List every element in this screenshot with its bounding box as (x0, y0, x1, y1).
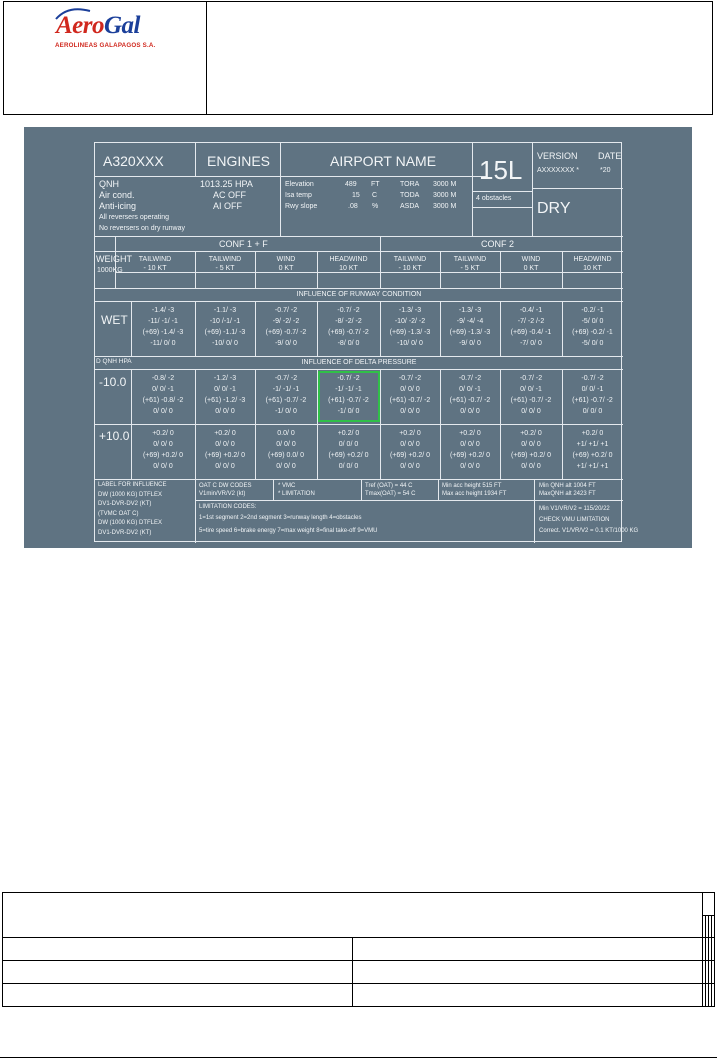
value-line: 0/ 0/ 0 (215, 408, 235, 415)
legend-line: DV1-DVR-DV2 (KT) (98, 529, 152, 536)
wind-column-header: WIND (521, 256, 541, 263)
value-line: -0.2/ -1 (581, 307, 604, 314)
value-line: -0.7/ -2 (581, 375, 604, 382)
value-line: 0/ 0/ 0 (400, 463, 420, 470)
slope-unit: % (372, 203, 379, 210)
value-line: (+69) -0.7/ -2 (328, 329, 369, 336)
value-line: -7/ 0/ 0 (520, 340, 542, 347)
company-logo-box (4, 2, 207, 114)
value-line: -1/ -1/ -1 (272, 386, 300, 393)
tref-value: Tref (OAT) = 44 C (365, 483, 413, 489)
value-line: (+69) 0.0/ 0 (268, 452, 304, 459)
max-qnh-alt: MaxQNH alt 2423 FT (539, 491, 596, 497)
value-line: 0/ 0/ 0 (521, 463, 541, 470)
value-line: -8/ -2/ -2 (335, 318, 362, 325)
value-line: (+69) -1.3/ -3 (449, 329, 491, 336)
value-line: -0.7/ -2 (274, 375, 298, 382)
value-line: -0.8/ -2 (151, 375, 175, 382)
conf2-label: CONF 2 (481, 239, 515, 249)
wet-label: WET (101, 313, 128, 327)
vmc-code: * VMC (278, 483, 296, 489)
value-line: 0/ 0/ 0 (153, 441, 173, 448)
value-cell (562, 428, 623, 472)
aircraft-label: A320XXX (103, 153, 164, 169)
table-cell (353, 984, 703, 1007)
value-line: 0.0/ 0 (277, 430, 295, 437)
value-line: -1/ 0/ 0 (275, 408, 297, 415)
surface-condition: DRY (537, 200, 571, 217)
value-cell (195, 428, 255, 472)
value-line: (+61) -1.2/ -3 (204, 397, 246, 404)
value-cell (562, 373, 623, 417)
value-line: (+61) -0.8/ -2 (142, 397, 184, 404)
value-line: (+69) +0.2/ 0 (449, 452, 491, 459)
value-line: -1.3/ -3 (458, 307, 482, 314)
legend-line: LABEL FOR INFLUENCE (98, 482, 167, 488)
legend-line: DW (1000 KG) DTFLEX (98, 520, 163, 526)
wind-column-header: 0 KT (523, 265, 539, 272)
value-line: +0.2/ 0 (581, 430, 604, 437)
wind-column-header: TAILWIND (138, 256, 172, 263)
value-line: -1.2/ -3 (213, 375, 237, 382)
value-line: -11/ 0/ 0 (150, 340, 176, 347)
airport-name-label: AIRPORT NAME (330, 153, 437, 169)
isa-unit: C (372, 192, 378, 199)
value-line: 0/ 0/ -1 (520, 386, 542, 393)
date-label: DATE (598, 151, 622, 161)
reversers-line-2: No reversers on dry runway (99, 225, 185, 232)
value-cell (131, 428, 195, 472)
value-cell (500, 428, 562, 472)
value-line: -0.7/ -2 (398, 375, 422, 382)
qnh-label: QNH (99, 179, 119, 189)
value-line: -5/ 0/ 0 (581, 340, 604, 347)
value-line: 0/ 0/ 0 (215, 441, 235, 448)
minus10-label: -10.0 (99, 375, 127, 389)
value-line: 0/ 0/ 0 (400, 386, 420, 393)
value-cell (440, 305, 500, 349)
value-line: -9/ 0/ 0 (275, 340, 297, 347)
value-line: -0.7/ -2 (337, 307, 360, 314)
value-line: -0.7/ -2 (274, 307, 298, 314)
value-line: (+69) -1.3/ -3 (389, 329, 431, 336)
value-line: +0.2/ 0 (214, 430, 236, 437)
value-cell (195, 373, 255, 417)
table-cell (712, 938, 715, 961)
value-cell (131, 305, 195, 349)
value-line: 0/ 0/ -1 (214, 386, 236, 393)
dqnh-label: D QNH HPA (96, 358, 132, 365)
value-line: -9/ -2/ -2 (272, 318, 300, 325)
value-line: -0.7/ -2 (458, 375, 482, 382)
aircond-value: AC OFF (213, 190, 246, 200)
value-cell (562, 305, 623, 349)
document-header (3, 1, 713, 115)
value-cell (500, 373, 562, 417)
value-line: 0/ 0/ 0 (338, 463, 359, 470)
version-value: AXXXXXXX * (537, 167, 580, 174)
limitation-code: * LIMITATION (278, 491, 315, 497)
wind-column-header: WIND (276, 256, 296, 263)
value-line: (+69) -0.2/ -1 (572, 329, 613, 336)
wind-column-header: 10 KT (583, 265, 602, 272)
min-acc-height: Min acc height 515 FT (442, 483, 502, 489)
value-line: (+61) -0.7/ -2 (389, 397, 431, 404)
value-line: (+69) +0.2/ 0 (510, 452, 552, 459)
min-qnh-alt: Min QNH alt 1004 FT (539, 483, 596, 489)
value-line: -10/ 0/ 0 (212, 340, 238, 347)
value-line: +0.2/ 0 (520, 430, 542, 437)
runway-condition-title: INFLUENCE OF RUNWAY CONDITION (296, 291, 422, 298)
value-line: -7/ -2 /-2 (517, 318, 545, 325)
elevation-unit: FT (371, 181, 380, 188)
value-line: (+61) -0.7/ -2 (510, 397, 552, 404)
table-cell (703, 893, 715, 916)
oat-codes-line-2: V1min/VR/V2 (kt) (199, 491, 246, 497)
value-line: -1.1/ -3 (213, 307, 237, 314)
value-line: 0/ 0/ 0 (276, 463, 296, 470)
check-vmu: CHECK VMU LIMITATION (539, 517, 610, 523)
table-cell (712, 961, 715, 984)
value-line: +0.2/ 0 (399, 430, 421, 437)
value-cell (317, 305, 380, 349)
value-line: +0.2/ 0 (152, 430, 174, 437)
value-line: 0/ 0/ 0 (521, 441, 541, 448)
value-line: (+69) +0.2/ 0 (142, 452, 184, 459)
value-line: -10/ -2/ -2 (394, 318, 426, 325)
table-cell (353, 938, 703, 961)
value-line: +1/ +1/ +1 (576, 441, 609, 448)
weight-unit: 1000KG (97, 267, 123, 274)
value-line: (+69) +0.2/ 0 (389, 452, 431, 459)
weight-label: WEIGHT (96, 254, 132, 264)
table-cell (3, 893, 703, 938)
engines-label: ENGINES (207, 153, 271, 169)
table-cell (3, 984, 353, 1007)
wind-column-header: TAILWIND (393, 256, 427, 263)
legend-line: DW (1000 KG) DTFLEX (98, 491, 163, 498)
limitation-codes-2: 5=tire speed 6=brake energy 7=max weight 8=final take-off 9=VMU (199, 528, 378, 534)
value-line: 0/ 0/ -1 (459, 386, 481, 393)
slope-label: Rwy slope (285, 203, 318, 210)
value-line: +0.2/ 0 (459, 430, 481, 437)
value-line: 0/ 0/ 0 (400, 441, 420, 448)
value-cell (500, 305, 562, 349)
takeoff-chart-card (94, 142, 639, 542)
table-cell (353, 961, 703, 984)
value-line: +0.2/ 0 (337, 430, 360, 437)
wind-column-header: HEADWIND (573, 256, 612, 263)
value-line: 0/ 0/ 0 (153, 463, 173, 470)
value-line: -8/ 0/ 0 (337, 340, 360, 347)
value-line: -0.7/ -2 (519, 375, 543, 382)
value-line: -10 /-1/ -1 (209, 318, 241, 325)
table-cell (3, 961, 353, 984)
isa-value: 15 (352, 192, 360, 199)
value-line: (+61) -0.7/ -2 (265, 397, 307, 404)
company-logo: AeroGal (56, 12, 140, 39)
value-line: -5/ 0/ 0 (581, 318, 604, 325)
tmax-value: Tmax(OAT) = 54 C (365, 491, 416, 497)
value-line: 0/ 0/ 0 (400, 408, 420, 415)
value-line: 0/ 0/ 0 (338, 441, 359, 448)
tora-label: TORA (400, 181, 420, 188)
takeoff-chart-image (24, 127, 692, 548)
value-line: -1.3/ -3 (398, 307, 422, 314)
table-cell (3, 938, 353, 961)
value-line: (+69) -0.7/ -2 (265, 329, 307, 336)
value-line: -9/ 0/ 0 (459, 340, 481, 347)
conf1-label: CONF 1 + F (219, 239, 268, 249)
company-logo-subtitle: AEROLINEAS GALAPAGOS S.A. (55, 42, 156, 49)
value-line: 0/ 0/ 0 (276, 441, 296, 448)
value-line: 0/ 0/ 0 (582, 408, 603, 415)
legend-line: (TVMC OAT C) (98, 510, 139, 517)
wind-column-header: - 5 KT (215, 265, 235, 272)
value-line: -0.7/ -2 (337, 375, 360, 382)
value-cell (255, 428, 317, 472)
highlighted-cell-frame (318, 371, 380, 422)
min-v-speeds: Min V1/VR/V2 = 115/20/22 (539, 506, 610, 512)
value-cell (255, 373, 317, 417)
isa-label: Isa temp (285, 192, 312, 199)
value-line: -1/ 0/ 0 (337, 408, 360, 415)
value-line: (+69) -1.1/ -3 (204, 329, 246, 336)
legend-line: DV1-DVR-DV2 (KT) (98, 501, 152, 507)
blank-table (2, 892, 715, 1007)
date-value: *20 (600, 167, 611, 174)
footer-rule (0, 1057, 717, 1058)
value-cell (255, 305, 317, 349)
value-line: (+61) -0.7/ -2 (572, 397, 613, 404)
wind-column-header: - 10 KT (398, 265, 422, 272)
value-line: -11/ -1/ -1 (148, 318, 178, 325)
aircond-label: Air cond. (99, 190, 135, 200)
slope-value: .08 (348, 203, 358, 210)
value-line: 0/ 0/ 0 (153, 408, 173, 415)
value-line: 0/ 0/ 0 (521, 408, 541, 415)
value-line: 0/ 0/ 0 (460, 441, 480, 448)
wind-column-header: 10 KT (339, 265, 358, 272)
reversers-line-1: All reversers operating (99, 214, 170, 221)
plus10-label: +10.0 (99, 429, 130, 443)
wind-column-header: - 10 KT (143, 265, 167, 272)
value-cell (380, 305, 440, 349)
value-line: (+69) +0.2/ 0 (204, 452, 246, 459)
value-line: -10/ 0/ 0 (397, 340, 423, 347)
obstacles-label: 4 obstacles (476, 195, 512, 202)
value-line: -9/ -4/ -4 (456, 318, 484, 325)
value-cell (380, 373, 440, 417)
wind-column-header: - 5 KT (460, 265, 480, 272)
value-line: (+69) -0.4/ -1 (510, 329, 552, 336)
wind-column-header: TAILWIND (208, 256, 242, 263)
runway-label: 15L (479, 155, 523, 185)
delta-pressure-title: INFLUENCE OF DELTA PRESSURE (301, 359, 417, 366)
antiice-value: AI OFF (213, 201, 242, 211)
table-cell (712, 916, 715, 938)
table-cell (712, 984, 715, 1007)
limitation-title: LIMITATION CODES: (199, 504, 257, 510)
limitation-codes-1: 1=1st segment 2=2nd segment 3=runway length 4=obstacles (199, 515, 362, 521)
asda-value: 3000 M (433, 203, 457, 210)
value-line: 0/ 0/ -1 (152, 386, 174, 393)
value-cell (195, 305, 255, 349)
value-line: (+61) -0.7/ -2 (328, 397, 369, 404)
elevation-label: Elevation (285, 181, 314, 188)
oat-codes-line-1: OAT C DW CODES (199, 483, 252, 489)
value-cell (380, 428, 440, 472)
version-label: VERSION (537, 151, 578, 161)
value-line: -1/ -1/ -1 (335, 386, 362, 393)
correct-v-speeds: Correct. V1/VR/V2 = 0.1 KT/1000 KG (539, 528, 639, 534)
value-line: 0/ 0/ -1 (581, 386, 604, 393)
value-line: (+61) -0.7/ -2 (449, 397, 491, 404)
value-cell (317, 428, 380, 472)
value-line: -0.4/ -1 (519, 307, 543, 314)
toda-label: TODA (400, 192, 420, 199)
value-line: +1/ +1/ +1 (576, 463, 609, 470)
elevation-value: 489 (345, 181, 357, 188)
qnh-value: 1013.25 HPA (200, 179, 253, 189)
value-line: (+69) +0.2/ 0 (572, 452, 613, 459)
value-cell (440, 373, 500, 417)
value-cell (440, 428, 500, 472)
value-line: -1.4/ -3 (151, 307, 175, 314)
wind-column-header: 0 KT (278, 265, 294, 272)
value-cell (131, 373, 195, 417)
header-blank-field (207, 2, 712, 114)
toda-value: 3000 M (433, 192, 457, 199)
value-line: 0/ 0/ 0 (460, 463, 480, 470)
value-line: 0/ 0/ 0 (215, 463, 235, 470)
value-line: (+69) -1.4/ -3 (142, 329, 184, 336)
antiice-label: Anti-icing (99, 201, 137, 211)
wind-column-header: HEADWIND (329, 256, 368, 263)
wind-column-header: TAILWIND (453, 256, 487, 263)
value-line: (+69) +0.2/ 0 (328, 452, 369, 459)
value-line: 0/ 0/ 0 (460, 408, 480, 415)
max-acc-height: Max acc height 1934 FT (442, 491, 507, 497)
asda-label: ASDA (400, 203, 420, 210)
tora-value: 3000 M (433, 181, 457, 188)
